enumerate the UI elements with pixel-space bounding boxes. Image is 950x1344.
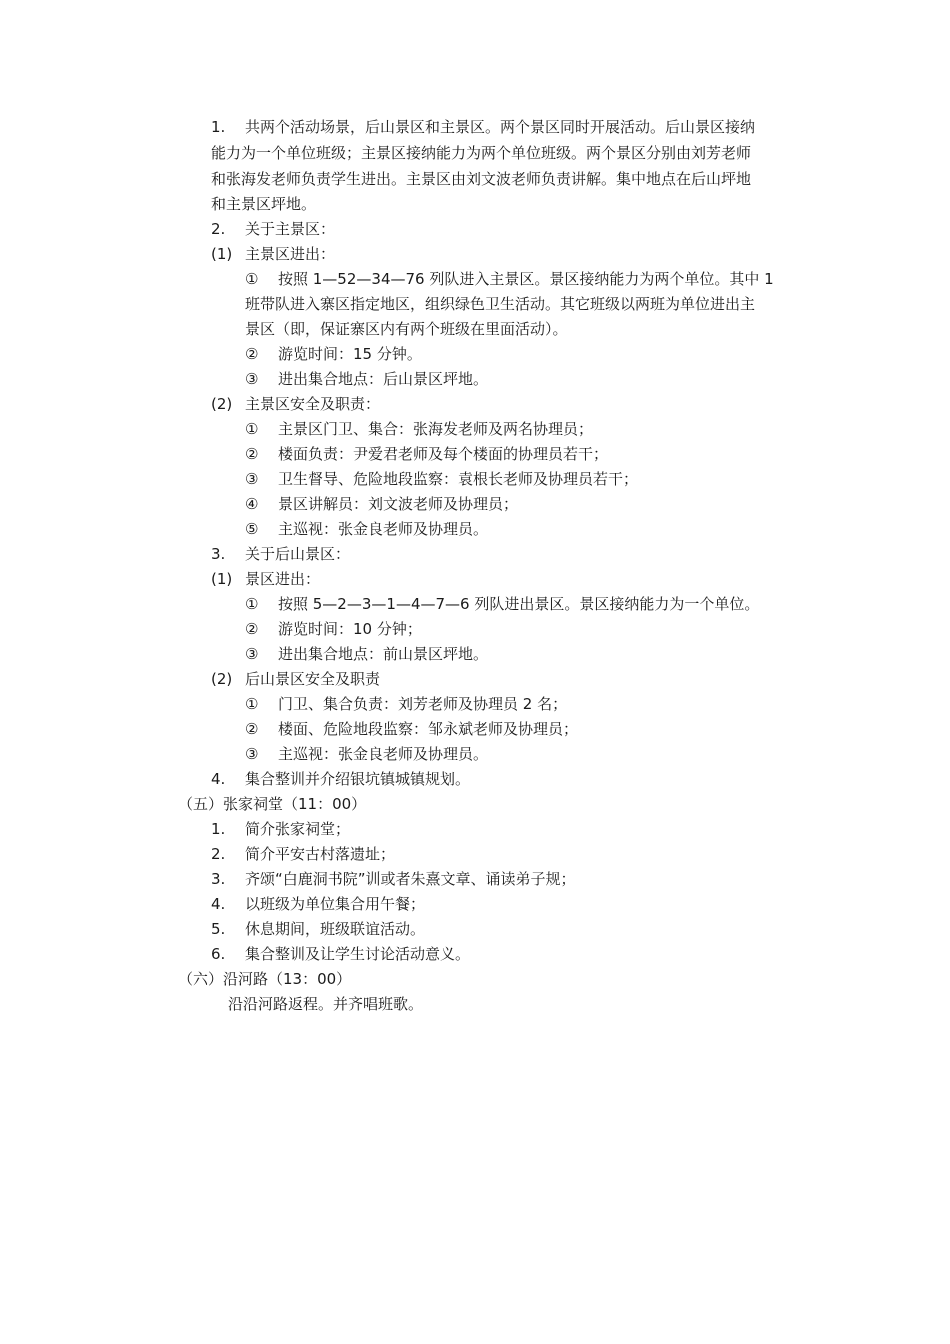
circled-number: ① — [245, 270, 259, 288]
section-heading: （六）沿河路（13：00） — [178, 970, 352, 988]
list-number: 3. — [211, 870, 226, 888]
circled-number: ③ — [245, 470, 259, 488]
sublist-number: (1) — [211, 570, 233, 588]
list-item-text: 进出集合地点：后山景区坪地。 — [278, 370, 489, 388]
sublist-number: (2) — [211, 670, 233, 688]
list-item-text: 关于主景区： — [245, 220, 336, 238]
paragraph-line: 景区（即，保证寨区内有两个班级在里面活动）。 — [245, 320, 568, 338]
list-item-text: 游览时间：15 分钟。 — [278, 345, 422, 363]
sublist-item-text: 主景区进出： — [245, 245, 336, 263]
list-item-text: 简介平安古村落遗址； — [245, 845, 396, 863]
circled-number: ③ — [245, 745, 259, 763]
list-item-text: 集合整训及让学生讨论活动意义。 — [245, 945, 471, 963]
list-item-text: 门卫、集合负责：刘芳老师及协理员 2 名； — [278, 695, 568, 713]
circled-number: ② — [245, 620, 259, 638]
paragraph-line: 班带队进入寨区指定地区，组织绿色卫生活动。其它班级以两班为单位进出主 — [245, 295, 756, 313]
section-body: 沿沿河路返程。并齐唱班歌。 — [228, 995, 424, 1013]
list-item-text: 主景区门卫、集合：张海发老师及两名协理员； — [278, 420, 594, 438]
circled-number: ⑤ — [245, 520, 259, 538]
list-item-text: 主巡视：张金良老师及协理员。 — [278, 745, 489, 763]
paragraph-line: 和张海发老师负责学生进出。主景区由刘文波老师负责讲解。集中地点在后山坪地 — [211, 170, 752, 188]
circled-number: ③ — [245, 370, 259, 388]
list-number: 3. — [211, 545, 226, 563]
sublist-item-text: 后山景区安全及职责 — [245, 670, 381, 688]
list-item-text: 卫生督导、危险地段监察：袁根长老师及协理员若干； — [278, 470, 639, 488]
list-item-text: 休息期间，班级联谊活动。 — [245, 920, 426, 938]
circled-number: ① — [245, 695, 259, 713]
list-item-text: 关于后山景区： — [245, 545, 351, 563]
list-item-text: 楼面、危险地段监察：邹永斌老师及协理员； — [278, 720, 579, 738]
list-item-text: 主巡视：张金良老师及协理员。 — [278, 520, 489, 538]
circled-number: ① — [245, 595, 259, 613]
list-number: 4. — [211, 770, 226, 788]
list-item-text: 进出集合地点：前山景区坪地。 — [278, 645, 489, 663]
paragraph-line: 按照 1—52—34—76 列队进入主景区。景区接纳能力为两个单位。其中 1 — [278, 270, 774, 288]
circled-number: ④ — [245, 495, 259, 513]
sublist-number: (2) — [211, 395, 233, 413]
paragraph-line: 能力为一个单位班级；主景区接纳能力为两个单位班级。两个景区分别由刘芳老师 — [211, 144, 752, 162]
section-heading: （五）张家祠堂（11：00） — [178, 795, 367, 813]
circled-number: ③ — [245, 645, 259, 663]
list-item-text: 游览时间：10 分钟； — [278, 620, 422, 638]
list-item-text: 简介张家祠堂； — [245, 820, 351, 838]
list-item-text: 集合整训并介绍银坑镇城镇规划。 — [245, 770, 471, 788]
list-number: 2. — [211, 220, 226, 238]
circled-number: ① — [245, 420, 259, 438]
list-number: 4. — [211, 895, 226, 913]
circled-number: ② — [245, 720, 259, 738]
circled-number: ② — [245, 345, 259, 363]
list-item-text: 齐颂“白鹿洞书院”训或者朱熹文章、诵读弟子规； — [245, 870, 576, 888]
list-item-text: 按照 5—2—3—1—4—7—6 列队进出景区。景区接纳能力为一个单位。 — [278, 595, 760, 613]
list-item-text: 楼面负责：尹爱君老师及每个楼面的协理员若干； — [278, 445, 609, 463]
list-number: 1. — [211, 820, 226, 838]
list-number: 6. — [211, 945, 226, 963]
list-number: 1. — [211, 118, 226, 136]
sublist-item-text: 景区进出： — [245, 570, 321, 588]
sublist-number: (1) — [211, 245, 233, 263]
list-number: 2. — [211, 845, 226, 863]
list-number: 5. — [211, 920, 226, 938]
list-item-text: 以班级为单位集合用午餐； — [245, 895, 426, 913]
sublist-item-text: 主景区安全及职责： — [245, 395, 381, 413]
paragraph-line: 和主景区坪地。 — [211, 195, 317, 213]
list-item-text: 景区讲解员：刘文波老师及协理员； — [278, 495, 519, 513]
paragraph-line: 共两个活动场景，后山景区和主景区。两个景区同时开展活动。后山景区接纳 — [245, 118, 756, 136]
circled-number: ② — [245, 445, 259, 463]
